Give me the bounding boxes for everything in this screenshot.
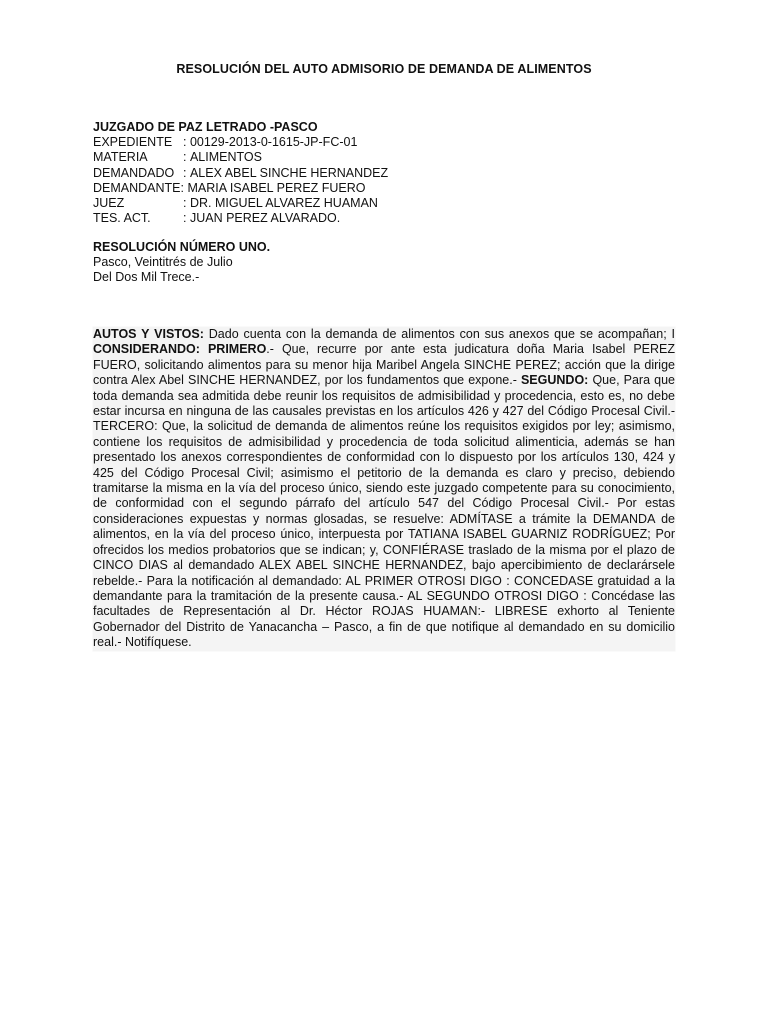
- field-value: DR. MIGUEL ALVAREZ HUAMAN: [189, 196, 378, 211]
- field-separator: :: [183, 196, 190, 211]
- field-separator: :: [183, 150, 190, 165]
- field-label: MATERIA: [93, 150, 148, 165]
- place-date: Pasco, Veintitrés de Julio: [93, 255, 233, 270]
- court-name: JUZGADO DE PAZ LETRADO -PASCO: [93, 120, 318, 134]
- autos-label: AUTOS Y VISTOS:: [93, 327, 204, 341]
- field-separator: :: [183, 211, 190, 226]
- field-expediente: [93, 135, 693, 150]
- field-value: JUAN PEREZ ALVARADO.: [189, 211, 341, 226]
- field-separator: :: [183, 135, 190, 150]
- field-demandante: [93, 181, 693, 196]
- segundo-label: SEGUNDO:: [520, 373, 589, 388]
- case-header: [93, 120, 693, 226]
- field-value: MARIA ISABEL PEREZ FUERO: [187, 180, 366, 195]
- field-value: 00129-2013-0-1615-JP-FC-01: [189, 135, 358, 150]
- field-value: ALIMENTOS: [189, 150, 262, 165]
- segundo-text: Que, Para que toda demanda sea admitida debe reunir los requisitos de admisibilidad y procedencia, esto es, no debe estar incursa en ninguna de las causales previstas en los artículos 426 y 427 del Código Procesal Civil.- TERCERO: Que, la solicitud de demanda de alimentos reúne los requisitos exigidos por ley; asimismo, contiene los requisitos de admisibilidad y procedencia de toda solicitud alimenticia, además se han presentado los anexos correspondientes de conformidad con lo dispuesto por los artículos 130, 424 y 425 del Código Procesal Civil; asimismo el petitorio de la demanda es claro y preciso, debiendo tramitarse la misma en la vía del proceso único, siendo este juzgado competente para su conocimiento, de conformidad con el segundo párrafo del artículo 547 del Código Procesal Civil.- Por estas consideraciones expuestas y normas glosadas, se resuelve: ADMÍTASE a trámite la DEMANDA de alimentos, en la vía del proceso único, interpuesta por TATIANA ISABEL GUARNIZ RODRÍGUEZ; Por ofrecidos los medios probatorios que se indican; y, CONFIÉRASE traslado de la misma por el plazo de CINCO DIAS al demandado ALEX ABEL SINCHE HERNANDEZ, bajo apercibimiento de declarársele rebelde.- Para la notificación al demandado: AL PRIMER OTROSI DIGO : CONCEDASE gratuidad a la demandante para la tramitación de la presente causa.- AL SEGUNDO OTROSI DIGO : Concédase las facultades de Representación al Dr. Héctor ROJAS HUAMAN:- LIBRESE exhorto al Teniente Gobernador del Distrito de Yanacancha – Pasco, a fin de que notifique al demandado en su domicilio real.- Notifíquese.: [93, 373, 675, 650]
- year-line: Del Dos Mil Trece.-: [93, 270, 200, 285]
- autos-text: Dado cuenta con la demanda de alimentos con sus anexos que se acompañan; I: [203, 327, 676, 341]
- considerando-label: CONSIDERANDO: PRIMERO: [93, 342, 267, 357]
- resolution-body: [93, 327, 675, 651]
- document-title: RESOLUCIÓN DEL AUTO ADMISORIO DE DEMANDA DE ALIMENTOS: [176, 62, 592, 76]
- field-tes-act: [93, 211, 693, 226]
- considerando-text: .- Que, recurre por ante esta judicatura doña Maria Isabel PEREZ FUERO, solicitando alimentos para su menor hija Maribel Angela SINCHE PEREZ; acción que la dirige contra Alex Abel SINCHE HERNANDEZ, por los fundamentos que expone.-: [93, 342, 675, 388]
- field-demandado: [93, 166, 693, 181]
- field-juez: [93, 196, 693, 211]
- field-label: JUEZ: [93, 196, 125, 211]
- resolution-title: RESOLUCIÓN NÚMERO UNO.: [93, 240, 271, 254]
- field-separator: :: [183, 165, 190, 180]
- field-materia: [93, 150, 693, 165]
- field-label: DEMANDANTE:: [93, 180, 184, 195]
- resolution-header: [93, 240, 693, 286]
- field-label: TES. ACT.: [93, 211, 151, 226]
- field-label: EXPEDIENTE: [93, 135, 173, 150]
- field-value: ALEX ABEL SINCHE HERNANDEZ: [189, 165, 389, 180]
- field-label: DEMANDADO: [93, 165, 175, 180]
